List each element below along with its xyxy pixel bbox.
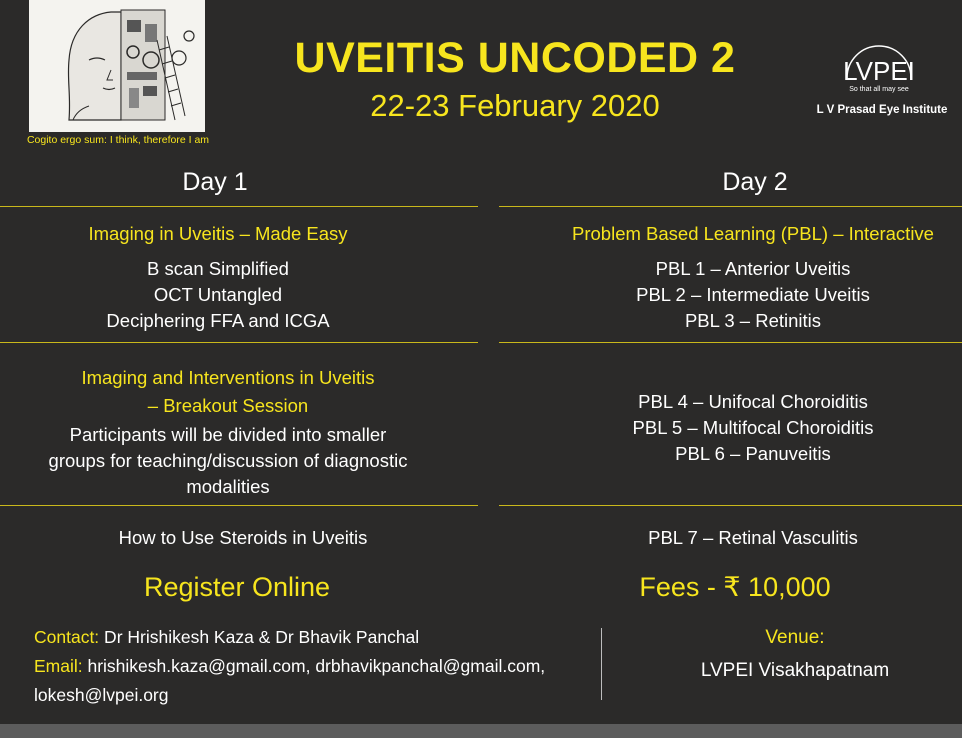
fees-text: Fees - ₹ 10,000 — [639, 572, 831, 602]
email-line-2[interactable]: lokesh@lvpei.org — [34, 685, 169, 705]
footer-bar — [0, 724, 962, 738]
session-item: B scan Simplified — [147, 258, 289, 279]
event-dates: 22-23 February 2020 — [370, 88, 660, 123]
session-item: groups for teaching/discussion of diagnostic — [48, 450, 408, 471]
session-title: Problem Based Learning (PBL) – Interactive — [572, 223, 934, 244]
day2-session-vasculitis — [544, 525, 962, 551]
divider — [0, 206, 478, 207]
session-item: PBL 1 – Anterior Uveitis — [655, 258, 851, 279]
day2-heading: Day 2 — [722, 168, 788, 196]
venue-label: Venue: — [765, 627, 825, 648]
register-online-link[interactable]: Register Online — [143, 572, 331, 602]
artwork-caption: Cogito ergo sum: I think, therefore I am — [26, 134, 210, 146]
face-machine-illustration — [29, 0, 205, 132]
event-title: UVEITIS UNCODED 2 — [294, 34, 736, 82]
divider — [0, 505, 478, 506]
day1-session-breakout — [0, 366, 456, 500]
contact-label: Contact: — [34, 627, 100, 647]
header-artwork — [29, 0, 205, 132]
day1-heading: Day 1 — [182, 168, 248, 196]
email-label: Email: — [34, 656, 83, 676]
session-item: OCT Untangled — [153, 284, 283, 305]
session-item: How to Use Steroids in Uveitis — [118, 527, 368, 548]
contact-line — [34, 627, 419, 648]
day1-session-imaging — [0, 222, 436, 334]
vertical-separator — [601, 628, 602, 700]
session-title: Imaging in Uveitis – Made Easy — [88, 223, 348, 244]
divider — [499, 342, 962, 343]
day1-session-steroids — [0, 525, 486, 551]
session-item: modalities — [186, 476, 270, 497]
venue-value: LVPEI Visakhapatnam — [700, 660, 890, 681]
contact-value: Dr Hrishikesh Kaza & Dr Bhavik Panchal — [99, 627, 420, 647]
email-value[interactable]: hrishikesh.kaza@gmail.com, drbhavikpanchal@gmail.com, — [82, 656, 546, 676]
day2-session-pbl — [544, 222, 962, 334]
session-item: PBL 5 – Multifocal Choroiditis — [632, 417, 874, 438]
email-line — [34, 656, 545, 677]
session-item: PBL 6 – Panuveitis — [675, 443, 831, 464]
session-item: PBL 2 – Intermediate Uveitis — [636, 284, 870, 305]
session-item: PBL 7 – Retinal Vasculitis — [648, 527, 858, 548]
session-item: PBL 3 – Retinitis — [684, 310, 822, 331]
divider — [499, 206, 962, 207]
divider — [499, 505, 962, 506]
session-title-line: Imaging and Interventions in Uveitis — [81, 367, 375, 388]
session-item: Deciphering FFA and ICGA — [106, 310, 330, 331]
lvpei-logo — [812, 38, 952, 122]
session-title-line: – Breakout Session — [147, 395, 309, 416]
session-item: PBL 4 – Unifocal Choroiditis — [638, 391, 868, 412]
session-item: Participants will be divided into smaller — [69, 424, 387, 445]
divider — [0, 342, 478, 343]
logo-tagline: So that all may see — [849, 86, 909, 93]
logo-name: L V Prasad Eye Institute — [816, 104, 948, 116]
logo-mark-text: LVPEI — [843, 56, 915, 86]
day2-session-pbl-choroiditis — [544, 389, 962, 467]
